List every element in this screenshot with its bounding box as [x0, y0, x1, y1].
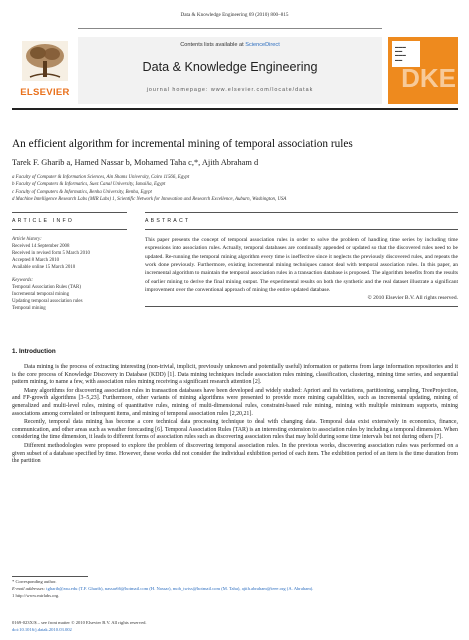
header-divider — [78, 28, 382, 29]
corresponding-author-note: * Corresponding author. — [12, 579, 57, 584]
abstract-copyright: © 2010 Elsevier B.V. All rights reserved. — [367, 295, 458, 302]
affiliations — [12, 174, 458, 204]
intro-paragraph: Different methodologies were proposed to explore the problem of discovering temporal association rules. In the previous works, discovering association rules was performed on a given subset of a database specified by time. However, these works did not consider the individual exhibition period of each item. The exhibition period of an item is the time duration from the partition — [12, 442, 458, 465]
article-info-rule — [12, 229, 127, 230]
sciencedirect-link[interactable]: ScienceDirect — [245, 42, 280, 48]
elsevier-wordmark: ELSEVIER — [20, 87, 70, 98]
email-links[interactable]: tgharib@asu.edu (T.F. Gharib), nassar66@hotmail.com (H. Nassar), moh_twiss@hotmail.com (M. Taha), ajith.abraham@ieee.org (A. Abraham). — [46, 586, 314, 591]
email-label: E-mail addresses: — [12, 586, 46, 591]
contents-prefix: Contents lists available at — [180, 42, 244, 48]
elsevier-logo[interactable] — [12, 37, 78, 104]
introduction-body — [12, 364, 458, 467]
article-title: An efficient algorithm for incremental mining of temporal association rules — [12, 138, 353, 150]
journal-homepage[interactable]: journal homepage: www.elsevier.com/locate/datak — [146, 87, 314, 93]
doi-link[interactable]: doi:10.1016/j.datak.2010.03.002 — [12, 627, 72, 632]
keyword-item: Temporal Association Rules (TAR) — [12, 285, 81, 290]
affiliation-c: c Faculty of Computers & Informatics, Benha University, Benha, Egypt — [12, 189, 152, 195]
journal-cover-thumbnail[interactable] — [388, 37, 458, 104]
history-accepted: Accepted 8 March 2010 — [12, 258, 60, 263]
cover-dke-letters: DKE — [401, 63, 456, 93]
journal-title[interactable]: Data & Knowledge Engineering — [142, 60, 318, 74]
intro-paragraph: Recently, temporal data mining has become a core technical data processing technique to deal with changing data. Temporal data exist extensively in economics, finance, communication, and other areas such as weather forecasting [6]. Temporal Association Rules (TAR) is an interesting extension to association rules by including a temporal dimension. When considering the time dimension, it leads to different forms of association rules such as discovering association rules that may hold during some time intervals but not during others [7]. — [12, 419, 458, 441]
affiliation-a: a Faculty of Computer & Information Sciences, Ain Shams University, Cairo 11566, Egypt — [12, 175, 190, 180]
article-info-heading: ARTICLE INFO — [12, 218, 75, 224]
article-info-rule-top — [12, 212, 127, 213]
journal-info-box — [78, 37, 382, 104]
keyword-item: Incremental temporal mining — [12, 292, 70, 297]
running-header: Data & Knowledge Engineering 69 (2010) 800–815 — [180, 12, 289, 18]
affiliation-b: b Faculty of Computers & Informatics, Suez Canal University, Ismailia, Egypt — [12, 182, 166, 188]
history-online: Available online 15 March 2010 — [12, 265, 76, 270]
intro-paragraph: Many algorithms for discovering association rules in transaction databases have been developed and widely studied: Apriori and its variations, partitioning, sampling, TreeProjection, and FP-growth algorithms [3–5,23]. Furthermore, other variants of mining algorithms were presented to provide more mining capabilities, such as incremental updating, mining of generalized and multi-level rules, mining of quantitative rules, mining of multi-dimensional rules, constraint-based rule mining, mining with multiple minimum supports, mining associations among correlated or infrequent items, and mining of temporal association rules [2,20,21]. — [12, 387, 458, 417]
history-label: Article history: — [12, 237, 42, 242]
affiliation-d: d Machine Intelligence Research Labs (MIR Labs) 1, Scientific Network for Innovation and Research Excellence, Auburn, Washington, USA — [12, 197, 287, 203]
cover-text-lines: ▬▬▬ ▬▬ ▬▬▬ ▬▬ — [395, 45, 406, 62]
banner-divider — [12, 108, 458, 110]
issn-block — [12, 619, 312, 633]
elsevier-tree-icon — [22, 41, 68, 81]
keywords-label: Keywords: — [12, 278, 34, 283]
author-list: Tarek F. Gharib a, Hamed Nassar b, Mohamed Taha c,*, Ajith Abraham d — [12, 158, 259, 167]
history-revised: Received in revised form 5 March 2010 — [12, 251, 90, 256]
keyword-item: Temporal mining — [12, 306, 46, 311]
abstract-rule-top — [145, 212, 458, 213]
abstract — [145, 212, 458, 307]
intro-paragraph: Data mining is the process of extracting interesting (non-trivial, implicit, previously unknown and potentially useful) information or patterns from large information repositories and it is the core process of Knowledge Discovery in Database (KDD) [1]. Data mining techniques include association rules mining, classification, clustering, mining time series, and sequential pattern mining, to name a few, with association rules mining receiving a significant research attention [2]. — [12, 364, 458, 386]
history-received: Received 14 September 2008 — [12, 244, 70, 249]
keyword-item: Updating temporal association rules — [12, 299, 83, 304]
section-heading-introduction: 1. Introduction — [12, 348, 56, 355]
article-info — [12, 212, 127, 312]
abstract-rule-bottom — [145, 306, 458, 307]
abstract-heading: ABSTRACT — [145, 218, 191, 224]
issn-line: 0169-023X/$ – see front matter © 2010 Elsevier B.V. All rights reserved. — [12, 620, 147, 625]
footnotes — [12, 578, 458, 599]
abstract-rule — [145, 229, 458, 230]
footnote-separator — [12, 576, 88, 577]
contents-line — [78, 42, 382, 48]
journal-banner — [12, 37, 458, 104]
abstract-text: This paper presents the concept of temporal association rules in order to solve the problem of handling time series by including time expressions into association rules. Actually, temporal databases are continually appended or updated so that the discovered rules need to be updated. Re-running the temporal mining algorithm every time is ineffective since it neglects the previously discovered rules, and repeats the work done previously. Furthermore, existing incremental mining techniques cannot deal with temporal association rules. In this paper, an incremental algorithm to maintain the temporal association rules in a transaction database is proposed. The algorithm benefits from the results of earlier mining to derive the final mining output. The experimental results on both the synthetic and the real dataset illustrate a significant improvement over the conventional approach of mining the entire updated database. — [145, 237, 458, 294]
url-note[interactable]: 1 http://www.mirlabs.org. — [12, 593, 60, 598]
email-note — [12, 585, 458, 592]
